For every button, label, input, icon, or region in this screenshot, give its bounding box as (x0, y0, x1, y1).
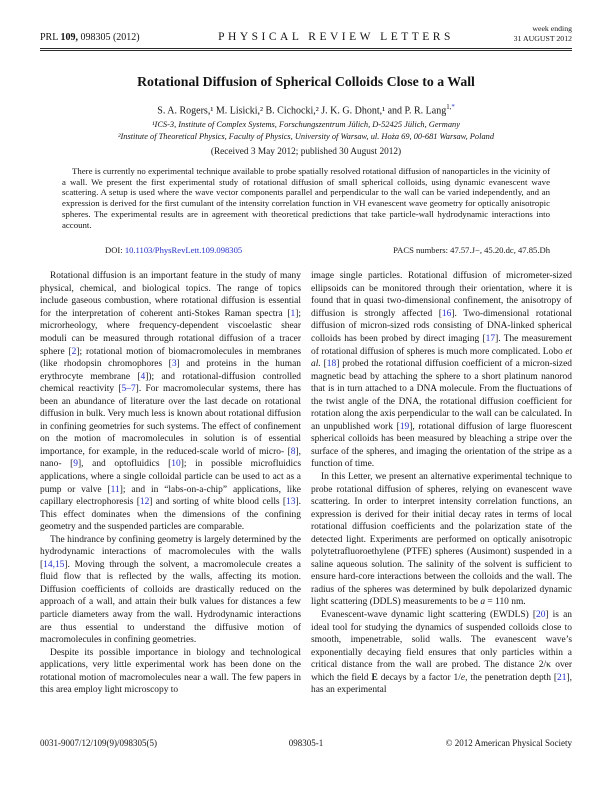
doi-entry (105, 245, 242, 255)
citation-link[interactable]: 11 (110, 484, 120, 495)
citation-link[interactable]: 2 (71, 346, 77, 357)
body-columns (40, 270, 572, 697)
affiliations-block (40, 119, 572, 142)
author-names: S. A. Rogers,¹ M. Lisicki,² B. Cichocki,² J. K. G. Dhont,¹ and P. R. Lang (157, 105, 447, 117)
author-line (40, 104, 572, 116)
issue-date: 31 AUGUST 2012 (513, 33, 572, 43)
citation-link[interactable]: 17 (485, 333, 496, 344)
paragraph-continuation: image single particles. Rotational diffusion of micrometer-sized ellipsoids can be monitored through their orientation, where it is found that in quasi two-dimensional confinement, the anisotropy of diffusion is strongly affected [16]. Two-dimensional rotational diffusion of micron-sized rods consisting of DNA-linked spherical colloids has been probed by direct imaging [17]. The measurement of rotational diffusion of spheres is much more complicated. Lobo et al. [18] probed the rotational diffusion coefficient of a micron-sized magnetic bead by attaching the sphere to a short platinum nanorod that is in turn attached to a DNA molecule. From the fluctuations of the twist angle of the DNA, the rotational diffusion coefficient for rotation along the axis perpendicular to the wall can be calculated. In an unpublished work [19], rotational diffusion of large fluorescent spherical colloids has been measured by bleaching a stripe over the surface of the spheres, and imaging the orientation of the stripe as a function of time. (311, 271, 572, 470)
page-footer (40, 738, 572, 748)
citation-link[interactable]: 4 (140, 371, 146, 382)
article-number: 098305 (2012) (77, 32, 140, 44)
masthead-title: PHYSICAL REVIEW LETTERS (218, 31, 454, 44)
week-ending-block (462, 24, 572, 43)
citation-link[interactable]: 1 (290, 308, 296, 319)
paragraph: Despite its possible importance in biology and technological applications, very little experimental work has been done on the rotational motion of macromolecules near a wall. The few papers in this area employ light microscopy to (40, 647, 301, 696)
doi-label: DOI: (105, 245, 125, 256)
pacs-numbers: PACS numbers: 47.57.J−, 45.20.dc, 47.85.Dh (393, 245, 550, 256)
header-double-rule (40, 48, 572, 51)
citation-link[interactable]: 13 (286, 497, 296, 508)
volume-number: 109, (60, 32, 78, 44)
affiliation-1: ¹ICS-3, Institute of Complex Systems, Forschungszentrum Jülich, D-52425 Jülich, Germany (152, 120, 460, 130)
article-title: Rotational Diffusion of Spherical Colloids Close to a Wall (137, 74, 475, 90)
journal-abbrev: PRL (40, 32, 61, 44)
citation-link[interactable]: 9 (73, 459, 78, 470)
received-line: (Received 3 May 2012; published 30 August 2012) (210, 147, 402, 158)
week-ending-label: week ending (532, 24, 572, 33)
page-header (40, 24, 572, 43)
author-affiliation-superscript: 1, (446, 104, 452, 112)
right-column (311, 270, 572, 697)
affiliation-2: ²Institute of Theoretical Physics, Faculty of Physics, University of Warsaw, ul. Hoża 69, 00-681 Warsaw, Poland (117, 131, 495, 141)
citation-link[interactable]: 12 (139, 497, 150, 508)
journal-reference (40, 32, 210, 43)
page-number: 098305-1 (288, 738, 324, 748)
citation-link[interactable]: 19 (399, 421, 410, 432)
issn-identifier: 0031-9007/12/109(9)/098305(5) (40, 738, 157, 748)
citation-link[interactable]: 3 (171, 359, 177, 370)
citation-link[interactable]: 18 (326, 359, 337, 370)
paragraph: In this Letter, we present an alternative experimental technique to probe rotational diffusion of spheres, relying on evanescent wave scattering. In order to interpret intensity correlation functions, an expression is derived for their initial decay rates in terms of local rotational diffusion coefficients and the polarization state of the detected light. Experiments are performed on optically anisotropic polytetrafluoroethylene (PTFE) spheres (Ausimont) suspended in a saline aqueous solution. The salinity of the solvent is sufficient to ensure hard-core interactions between the colloids and the wall. The radius of the spheres was determined by bulk depolarized dynamic light scattering (DDLS) measurements to be a = 110 nm. (311, 472, 572, 608)
citation-link[interactable]: 8 (290, 446, 296, 457)
paragraph: The hindrance by confining geometry is largely determined by the hydrodynamic interactions of macromolecules with the walls [14,15]. Moving through the solvent, a macromolecule creates a fluid flow that is reflected by the walls, affecting its motion. Diffusion coefficients of colloids are drastically reduced on the approach of a wall, and attain their bulk values for distances a few particle diameters away from the wall. Hydrodynamic interactions are thus essential to understand the diffusive motion of macromolecules in confining geometries. (40, 534, 301, 646)
citation-link[interactable]: 20 (535, 610, 546, 621)
paragraph: Evanescent-wave dynamic light scattering (EWDLS) [20] is an ideal tool for studying the dynamics of suspended colloids close to smooth, impenetrable, solid walls. The evanescent wave’s exponentially decaying field ensures that only particles within a critical distance from the wall are probed. The distance 2/κ over which the field E decays by a factor 1/e, the penetration depth [21], has an experimental (311, 610, 572, 696)
paragraph: Rotational diffusion is an important feature in the study of many physical, chemical, and biological topics. The range of topics include gaseous combustion, where rotational diffusion is essential for the interpretation of coherent anti-Stokes Raman spectra [1]; microrheology, where frequency-dependent viscoelastic shear moduli can be measured through rotational diffusion of a tracer sphere [2]; rotational motion of biomacromolecules in membranes (like rhodopsin chromophores [3] and proteins in the human erythrocyte membrane [4]); and rotational-diffusion controlled chemical reactivity [5–7]. For macromolecular systems, there has been an abundance of literature over the last decade on rotational diffusion in bulk. Very much less is known about rotational diffusion in confining geometries for such systems. The effect of confinement on the motion of macromolecules in solution is of essential importance, for example, in the reduced-scale world of micro- [8], nano- [9], and optofluidics [10]; in possible microfluidics applications, where a single colloidal particle can be used to act as a pump or valve [11]; and in “labs-on-a-chip” applications, like capillary electrophoresis [12] and sorting of white blood cells [13]. This effect dominates when the dimensions of the confining geometry and the suspended particles are comparable. (40, 271, 301, 533)
citation-link[interactable]: 5–7 (121, 384, 136, 395)
doi-pacs-line (105, 245, 550, 255)
abstract: There is currently no experimental technique available to probe spatially resolved rotational diffusion of nanoparticles in the vicinity of a wall. We present the first experimental study of rotational diffusion of small spherical colloids, using dynamic evanescent wave scattering. A setup is used where the wave vector components parallel and perpendicular to the wall can be varied independently, and an expression is derived for the first cumulant of the intensity correlation function in VH evanescent wave geometry for optically anisotropic spheres. The experimental results are in agreement with theoretical predictions that take particle-wall hydrodynamic interactions into account. (62, 166, 550, 230)
copyright-notice: © 2012 American Physical Society (445, 738, 572, 748)
citation-link[interactable]: 21 (557, 672, 567, 683)
doi-link[interactable]: 10.1103/PhysRevLett.109.098305 (124, 245, 243, 256)
citation-link[interactable]: 16 (441, 308, 452, 319)
citation-link[interactable]: 14,15 (43, 559, 65, 570)
footnote-asterisk-link[interactable]: * (451, 104, 455, 112)
citation-link[interactable]: 10 (171, 459, 181, 470)
left-column (40, 270, 301, 697)
